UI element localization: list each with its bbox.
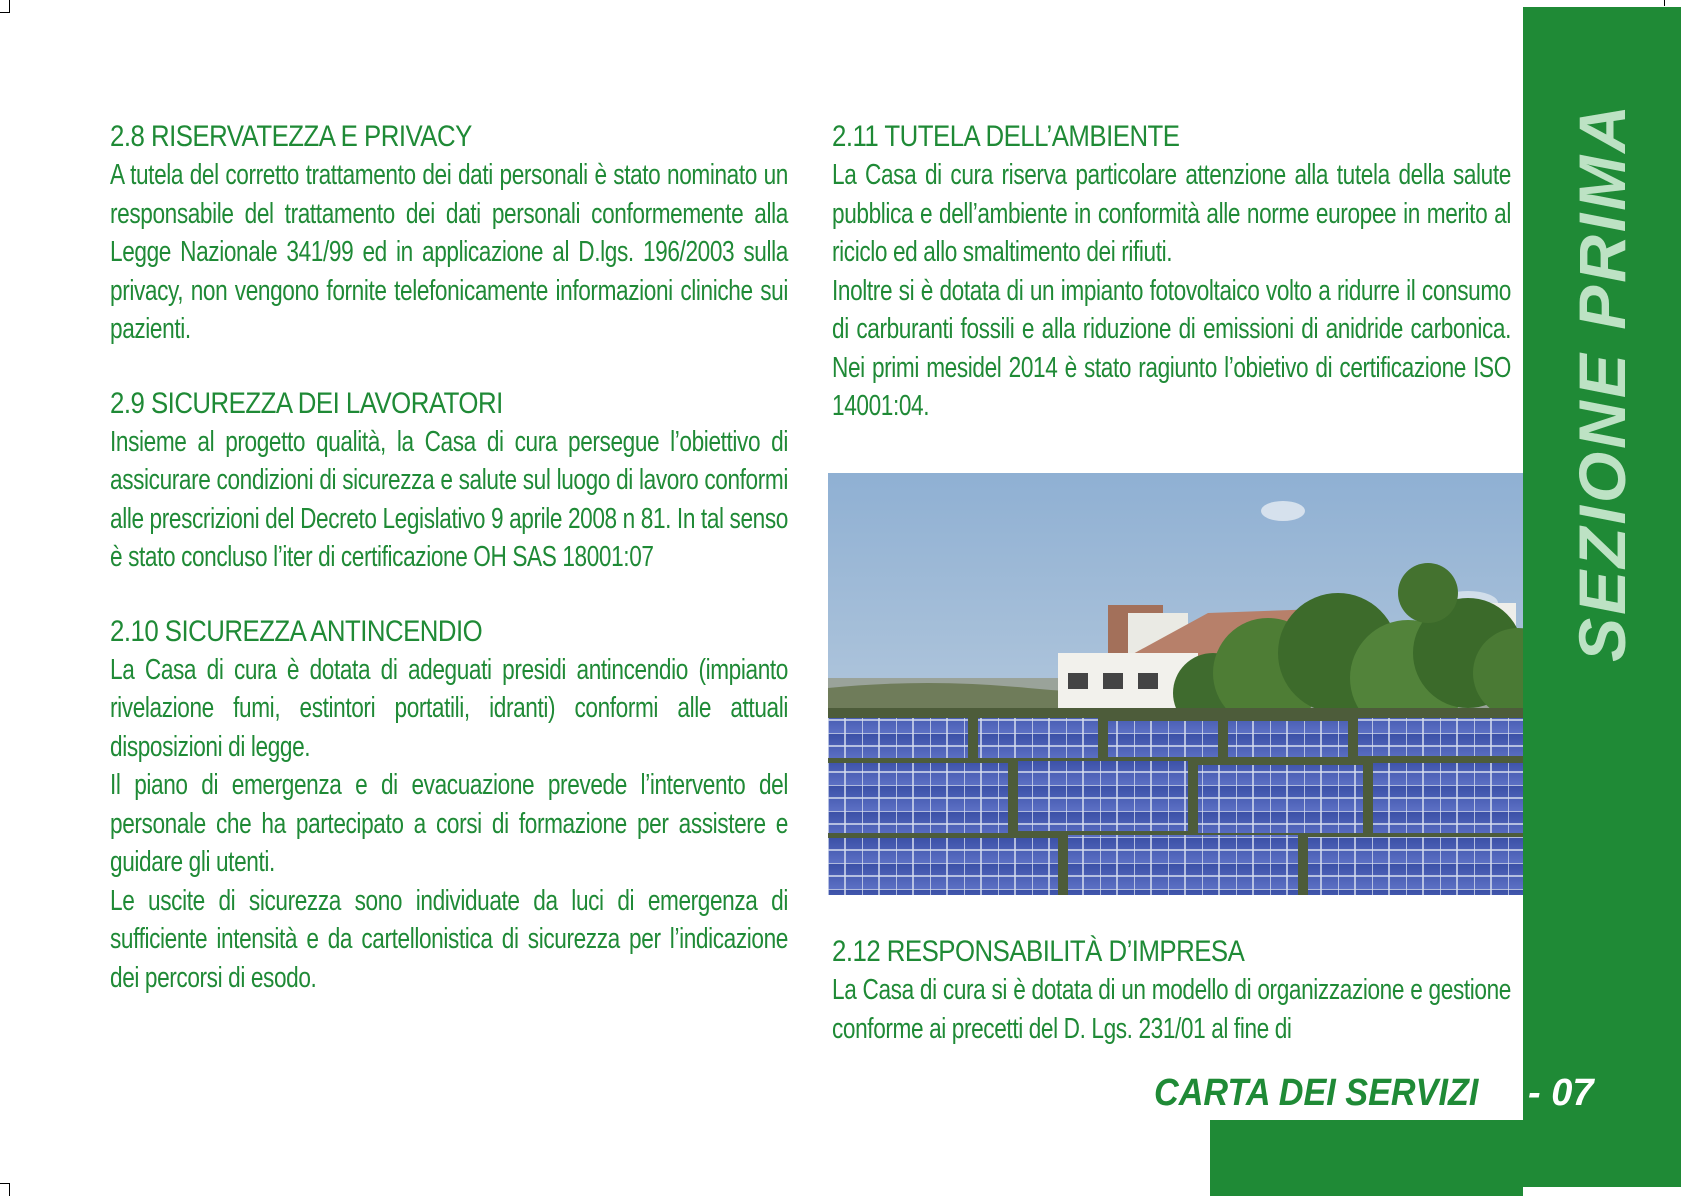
section-paragraph: La Casa di cura riserva particolare attenzione alla tutela della salute pubblica e dell’ambiente in conformità alle norme europee in merito al riciclo ed allo smaltimento dei rifiuti. <box>832 159 1511 268</box>
footer-bar <box>1210 1120 1523 1196</box>
crop-mark-top-left-v <box>9 0 10 13</box>
footer-title: CARTA DEI SERVIZI <box>1153 1072 1478 1114</box>
section-paragraph: La Casa di cura si è dotata di un modello di organizzazione e gestione conforme ai precetti del D. Lgs. 231/01 al fine di <box>832 974 1511 1045</box>
section-environment <box>832 118 1511 426</box>
section-worker-safety <box>110 385 788 577</box>
right-column-bottom <box>832 933 1511 1084</box>
section-fire-safety <box>110 613 788 998</box>
section-paragraph: La Casa di cura è dotata di adeguati presidi antincendio (impianto rivelazione fumi, estintori portatili, idranti) conformi alle attuali disposizioni di legge. <box>110 653 788 763</box>
right-column-top <box>832 118 1511 462</box>
section-heading: 2.8 RISERVATEZZA E PRIVACY <box>110 120 472 153</box>
crop-mark-bottom-left-h <box>0 1183 9 1184</box>
section-heading: 2.10 SICUREZZA ANTINCENDIO <box>110 614 483 648</box>
section-corporate-responsibility <box>832 933 1511 1048</box>
section-heading: 2.11 TUTELA DELL’AMBIENTE <box>832 120 1180 153</box>
crop-mark-top-left-h <box>0 12 9 13</box>
page-number: - 07 <box>1528 1072 1594 1114</box>
section-sidebar <box>1523 7 1681 1187</box>
sidebar-label: SEZIONE PRIMA <box>1565 102 1639 662</box>
section-paragraph: Le uscite di sicurezza sono individuate da luci di emergenza di sufficiente intensità e da cartellonistica di sicurezza per l’indicazione dei percorsi di esodo. <box>110 884 788 994</box>
solar-panel-field-photo <box>828 473 1523 895</box>
section-heading: 2.9 SICUREZZA DEI LAVORATORI <box>110 386 503 420</box>
left-column <box>110 118 788 1033</box>
crop-mark-top-right-v <box>1664 0 1665 6</box>
crop-mark-bottom-left-v <box>9 1183 10 1196</box>
section-paragraph: A tutela del corretto trattamento dei dati personali è stato nominato un responsabile del trattamento dei dati personali conformemente alla Legge Nazionale 341/99 ed in applicazione al D.lgs. 196/2003 sulla privacy, non vengono fornite telefonicamente informazioni cliniche sui pazienti. <box>110 159 788 345</box>
section-privacy <box>110 118 788 349</box>
section-heading: 2.12 RESPONSABILITÀ D’IMPRESA <box>832 935 1245 968</box>
section-paragraph: Inoltre si è dotata di un impianto fotovoltaico volto a ridurre il consumo di carburanti fossili e alla riduzione di emissioni di anidride carbonica. Nei primi mesidel 2014 è stato ragiunto l’obietivo di certificazione ISO 14001:04. <box>832 274 1511 422</box>
section-paragraph: Insieme al progetto qualità, la Casa di cura persegue l’obiettivo di assicurare condizioni di sicurezza e salute sul luogo di lavoro conformi alle prescrizioni del Decreto Legislativo 9 aprile 2008 n 81. In tal senso è stato concluso l’iter di certificazione OH SAS 18001:07 <box>110 425 788 573</box>
section-paragraph: Il piano di emergenza e di evacuazione prevede l’intervento del personale che ha partecipato a corsi di formazione per assistere e guidare gli utenti. <box>110 769 788 878</box>
